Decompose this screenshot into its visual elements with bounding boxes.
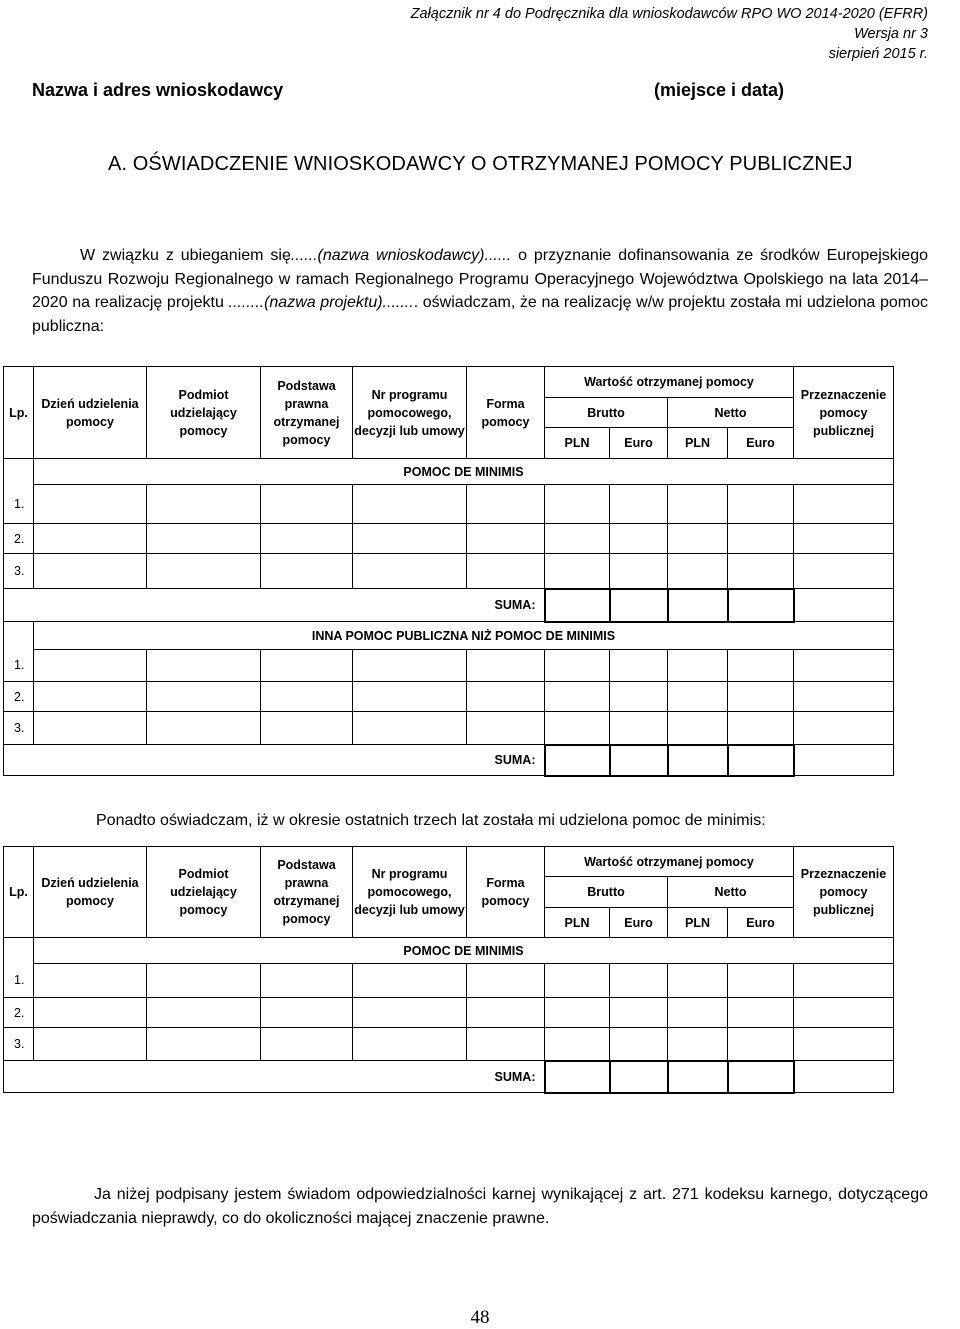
table-cell[interactable] (34, 650, 147, 682)
sum-cell[interactable] (610, 589, 668, 622)
table-cell[interactable] (610, 485, 668, 524)
header-form: Forma pomocy (467, 847, 545, 938)
table-cell[interactable] (728, 485, 794, 524)
sum-label: SUMA: (4, 745, 545, 776)
header-euro-gross: Euro (610, 428, 668, 459)
table-cell[interactable] (147, 554, 261, 589)
table-cell[interactable] (34, 554, 147, 589)
sum-cell[interactable] (728, 1061, 794, 1093)
table-cell[interactable] (34, 1028, 147, 1061)
header-date: Dzień udzielenia pomocy (34, 367, 147, 459)
annex-title: Załącznik nr 4 do Podręcznika dla wnioskodawców RPO WO 2014-2020 (EFRR) (410, 6, 928, 22)
header-gross: Brutto (545, 877, 668, 908)
sum-cell[interactable] (668, 745, 728, 776)
table-cell[interactable] (147, 712, 261, 745)
header-program: Nr programu pomocowego, decyzji lub umowy (353, 847, 467, 938)
table-cell[interactable] (545, 998, 610, 1028)
table-cell[interactable] (794, 485, 894, 524)
table-cell[interactable] (34, 682, 147, 712)
version-date: sierpień 2015 r. (828, 46, 928, 62)
table-cell[interactable] (728, 964, 794, 998)
header-purpose: Przeznaczenie pomocy publicznej (794, 367, 894, 459)
table-cell[interactable] (467, 554, 545, 589)
table-cell[interactable] (261, 964, 353, 998)
table-cell[interactable] (610, 998, 668, 1028)
sum-cell[interactable] (668, 589, 728, 622)
row-number: 2. (4, 682, 34, 712)
header-legal-basis: Podstawa prawna otrzymanej pomocy (261, 847, 353, 938)
lp-cell (4, 459, 34, 485)
header-euro-net: Euro (728, 428, 794, 459)
intro-text-2: o przyznanie dofinansowania ze środków Europejskiego Funduszu Rozwoju Regionalnego w ramach Regionalnego Programu Operacyjnego Województwa Opolskiego na lata 2014– 2020 na realizację projektu (32, 247, 928, 311)
intro-paragraph (32, 244, 928, 338)
row-number: 1. (4, 650, 34, 682)
table-cell[interactable] (147, 964, 261, 998)
table-cell[interactable] (728, 650, 794, 682)
sum-cell[interactable] (610, 1061, 668, 1093)
sum-label: SUMA: (4, 589, 545, 622)
row-number: 3. (4, 1028, 34, 1061)
table-cell[interactable] (794, 650, 894, 682)
header-legal-basis: Podstawa prawna otrzymanej pomocy (261, 367, 353, 459)
table-cell[interactable] (34, 998, 147, 1028)
intro-text-1: W związku z ubieganiem się (80, 247, 291, 264)
table-cell[interactable] (147, 650, 261, 682)
table-cell[interactable] (794, 964, 894, 998)
table-cell[interactable] (794, 1028, 894, 1061)
table-cell[interactable] (261, 554, 353, 589)
document-header (411, 4, 928, 64)
table-cell[interactable] (261, 998, 353, 1028)
sum-cell[interactable] (728, 745, 794, 776)
header-euro-net: Euro (728, 908, 794, 938)
table-cell[interactable] (261, 682, 353, 712)
table-cell[interactable] (261, 485, 353, 524)
table-cell[interactable] (467, 485, 545, 524)
table-cell (794, 589, 894, 622)
table-cell[interactable] (545, 1028, 610, 1061)
table-cell[interactable] (728, 682, 794, 712)
lp-cell (4, 938, 34, 964)
header-purpose: Przeznaczenie pomocy publicznej (794, 847, 894, 938)
row-number: 1. (4, 964, 34, 998)
sum-cell[interactable] (610, 745, 668, 776)
table-cell[interactable] (545, 554, 610, 589)
table-cell[interactable] (794, 712, 894, 745)
table-cell[interactable] (261, 524, 353, 554)
table-cell[interactable] (668, 485, 728, 524)
table-cell[interactable] (467, 712, 545, 745)
sum-label: SUMA: (4, 1061, 545, 1093)
table-cell[interactable] (668, 524, 728, 554)
table-cell[interactable] (34, 524, 147, 554)
table-cell[interactable] (668, 554, 728, 589)
table-cell[interactable] (794, 524, 894, 554)
table-cell[interactable] (147, 998, 261, 1028)
table-cell[interactable] (610, 1028, 668, 1061)
table-cell[interactable] (545, 524, 610, 554)
lp-cell (4, 622, 34, 650)
table-cell[interactable] (545, 964, 610, 998)
table-cell[interactable] (261, 1028, 353, 1061)
table-cell[interactable] (34, 964, 147, 998)
final-statement-text: Ja niżej podpisany jestem świadom odpowiedzialności karnej wynikającej z art. 271 kodeksu karnego, dotyczącego poświadczania nieprawdy, co do okoliczności mającej znaczenie prawne. (32, 1186, 928, 1227)
table-cell[interactable] (34, 485, 147, 524)
sum-cell[interactable] (668, 1061, 728, 1093)
table-cell[interactable] (353, 1028, 467, 1061)
sum-cell[interactable] (545, 745, 610, 776)
header-value: Wartość otrzymanej pomocy (545, 847, 794, 877)
row-number: 2. (4, 998, 34, 1028)
section-de-minimis: POMOC DE MINIMIS (34, 938, 894, 964)
table-cell[interactable] (353, 712, 467, 745)
project-name-placeholder: ........(nazwa projektu)....... (228, 294, 414, 311)
row-number: 3. (4, 712, 34, 745)
table-cell[interactable] (353, 682, 467, 712)
table-cell[interactable] (467, 650, 545, 682)
header-net: Netto (668, 398, 794, 428)
table-cell[interactable] (610, 524, 668, 554)
section-title: A. OŚWIADCZENIE WNIOSKODAWCY O OTRZYMANEJ POMOCY PUBLICZNEJ (108, 153, 853, 175)
table-cell[interactable] (353, 554, 467, 589)
table-cell[interactable] (610, 682, 668, 712)
header-pln-net: PLN (668, 428, 728, 459)
table-cell[interactable] (147, 1028, 261, 1061)
table-cell[interactable] (147, 524, 261, 554)
table-cell (794, 1061, 894, 1093)
table-cell[interactable] (610, 964, 668, 998)
header-pln-net: PLN (668, 908, 728, 938)
header-form: Forma pomocy (467, 367, 545, 459)
table-cell[interactable] (545, 712, 610, 745)
table-cell[interactable] (353, 524, 467, 554)
table-cell[interactable] (794, 554, 894, 589)
final-statement (32, 1183, 928, 1231)
table-cell[interactable] (353, 650, 467, 682)
section-other-aid: INNA POMOC PUBLICZNA NIŻ POMOC DE MINIMIS (34, 622, 894, 650)
table-cell[interactable] (728, 998, 794, 1028)
applicant-name-placeholder: ......(nazwa wnioskodawcy)...... (290, 247, 512, 264)
intro-text-3: . oświadczam, że na realizację w/w projektu została mi udzielona pomoc publiczna: (32, 294, 929, 335)
de-minimis-table (3, 846, 894, 1094)
table-cell[interactable] (610, 650, 668, 682)
row-number: 1. (4, 485, 34, 524)
version-label: Wersja nr 3 (854, 26, 928, 42)
header-pln-gross: PLN (545, 428, 610, 459)
table-cell[interactable] (353, 998, 467, 1028)
table-cell[interactable] (147, 485, 261, 524)
table-cell[interactable] (728, 1028, 794, 1061)
header-lp: Lp. (4, 367, 34, 459)
header-lp: Lp. (4, 847, 34, 938)
table-cell[interactable] (668, 998, 728, 1028)
table-cell[interactable] (467, 1028, 545, 1061)
sum-cell[interactable] (728, 589, 794, 622)
header-value: Wartość otrzymanej pomocy (545, 367, 794, 398)
table-cell[interactable] (353, 964, 467, 998)
table-cell[interactable] (728, 712, 794, 745)
header-euro-gross: Euro (610, 908, 668, 938)
header-gross: Brutto (545, 398, 668, 428)
table-cell[interactable] (610, 554, 668, 589)
public-aid-table (3, 366, 894, 777)
page-number: 48 (470, 1307, 490, 1328)
table-cell[interactable] (353, 485, 467, 524)
table-cell[interactable] (728, 554, 794, 589)
sum-cell[interactable] (545, 589, 610, 622)
row-number: 3. (4, 554, 34, 589)
table-cell[interactable] (728, 524, 794, 554)
table-cell[interactable] (668, 1028, 728, 1061)
minimis-statement: Ponadto oświadczam, iż w okresie ostatnich trzech lat została mi udzielona pomoc de minimis: (96, 812, 766, 829)
table-cell (794, 745, 894, 776)
header-program: Nr programu pomocowego, decyzji lub umowy (353, 367, 467, 459)
table-cell[interactable] (467, 964, 545, 998)
applicant-name-label: Nazwa i adres wnioskodawcy (32, 80, 284, 100)
table-cell[interactable] (610, 712, 668, 745)
header-net: Netto (668, 877, 794, 908)
sum-cell[interactable] (545, 1061, 610, 1093)
header-pln-gross: PLN (545, 908, 610, 938)
table-cell[interactable] (147, 682, 261, 712)
section-de-minimis: POMOC DE MINIMIS (34, 459, 894, 485)
table-cell[interactable] (34, 712, 147, 745)
table-cell[interactable] (261, 650, 353, 682)
table-cell[interactable] (467, 524, 545, 554)
header-date: Dzień udzielenia pomocy (34, 847, 147, 938)
table-cell[interactable] (545, 485, 610, 524)
table-cell[interactable] (668, 712, 728, 745)
table-cell[interactable] (261, 712, 353, 745)
table-cell[interactable] (794, 682, 894, 712)
row-number: 2. (4, 524, 34, 554)
table-cell[interactable] (545, 682, 610, 712)
header-entity: Podmiot udzielający pomocy (147, 367, 261, 459)
header-entity: Podmiot udzielający pomocy (147, 847, 261, 938)
table-cell[interactable] (545, 650, 610, 682)
table-cell[interactable] (668, 682, 728, 712)
place-date-label: (miejsce i data) (654, 80, 785, 100)
table-cell[interactable] (668, 650, 728, 682)
table-cell[interactable] (794, 998, 894, 1028)
table-cell[interactable] (467, 682, 545, 712)
table-cell[interactable] (467, 998, 545, 1028)
table-cell[interactable] (668, 964, 728, 998)
